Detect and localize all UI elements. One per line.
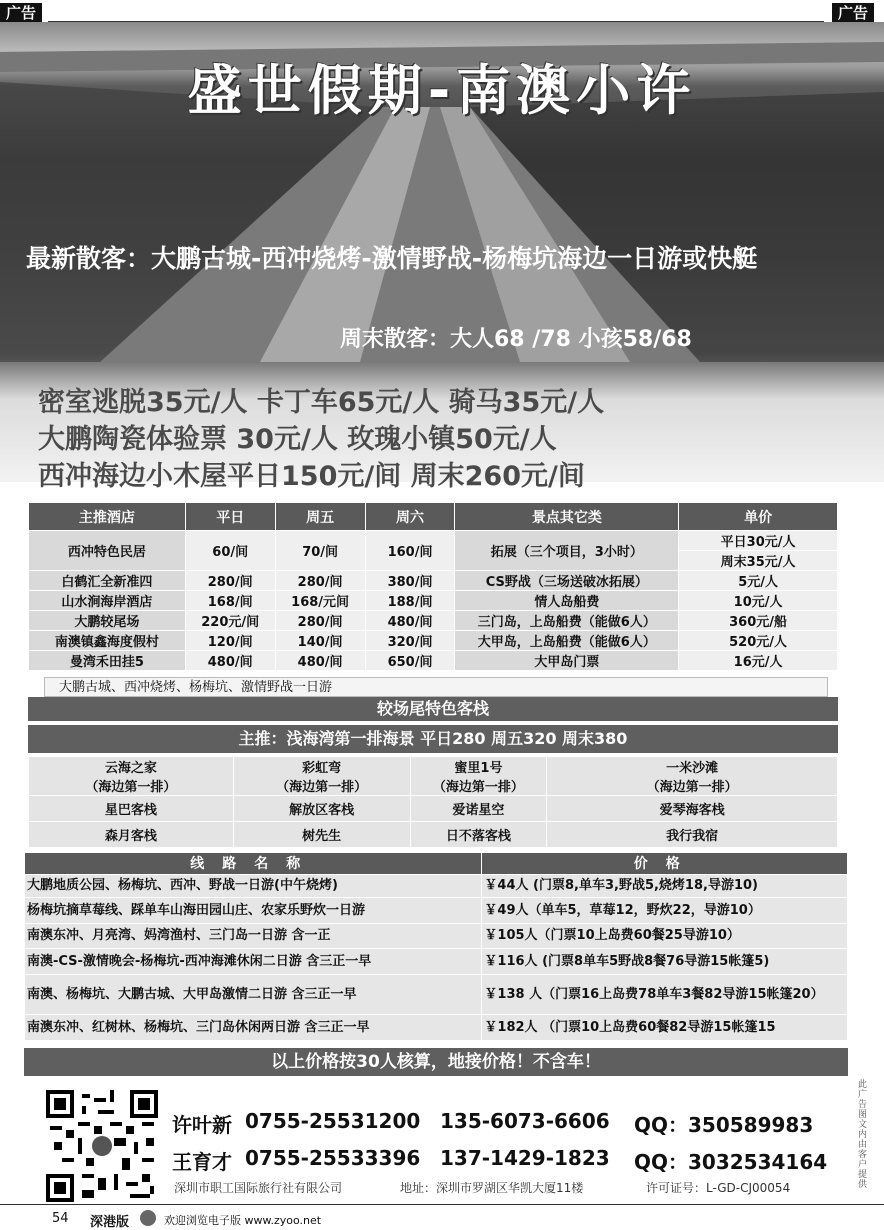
header-hotel: 主推酒店 [29, 503, 186, 531]
route-table [24, 852, 848, 1041]
website-link[interactable]: 欢迎浏览电子版 www.zyoo.net [164, 1214, 322, 1227]
contact-name-2: 王育才 [172, 1150, 232, 1174]
inn-name: 解放区客栈 [233, 796, 410, 822]
route-name: 南澳-CS-激情晚会-杨梅坑-西冲海滩休闲二日游 含三正一早 [25, 949, 482, 975]
spot-name: 拓展（三个项目，3小时） [455, 531, 679, 571]
hotel-saturday: 320/间 [365, 631, 455, 651]
inn-cell [410, 757, 547, 796]
hotel-saturday: 188/间 [365, 591, 455, 611]
route-footer-note: 以上价格按30人核算，地接价格！不含车！ [24, 1048, 848, 1076]
route-price: ￥138 人（门票16上岛费78单车3餐82导游15帐篷20） [482, 975, 848, 1015]
hotel-saturday: 160/间 [365, 531, 455, 571]
inn-name: 星巴客栈 [29, 796, 234, 822]
inn-name: 日不落客栈 [410, 822, 547, 848]
contact-name-1: 许叶新 [172, 1113, 232, 1137]
hero-title: 盛世假期-南澳小许 [187, 59, 697, 122]
license-number: 许可证号：L-GD-CJ00054 [646, 1181, 791, 1195]
inn-location: （海边第一排） [646, 780, 738, 795]
header-saturday: 周六 [365, 503, 455, 531]
hotel-saturday: 380/间 [365, 571, 455, 591]
route-price: ￥182人 （门票10上岛费60餐82导游15帐篷15 [482, 1015, 848, 1041]
inn-cell [233, 757, 410, 796]
route-name: 杨梅坑摘草莓线、踩单车山海田园山庄、农家乐野炊一日游 [25, 898, 482, 924]
spot-name: 三门岛，上岛船费（能做6人） [455, 611, 679, 631]
side-note: 此广告图文内由客户提供 [858, 1080, 868, 1190]
inn-name: 蜜里1号 [454, 761, 503, 776]
price-line-3: 西冲海边小木屋平日150元/间 周末260元/间 [38, 461, 585, 492]
header-friday: 周五 [275, 503, 365, 531]
qr-code-icon [46, 1090, 158, 1202]
hotel-friday: 70/间 [275, 531, 365, 571]
contact-mobile-2: 137-1429-1823 [440, 1146, 610, 1170]
contact-qq-2: QQ：3032534164 [634, 1150, 828, 1174]
spot-name: 大甲岛，上岛船费（能做6人） [455, 631, 679, 651]
hotel-weekday: 280/间 [185, 571, 275, 591]
route-name: 南澳东冲、月亮湾、妈湾渔村、三门岛一日游 含一正 [25, 924, 482, 949]
spot-price: 16元/人 [679, 651, 838, 671]
contact-tel-2: 0755-25533396 [245, 1146, 421, 1170]
hotel-friday: 280/间 [275, 611, 365, 631]
section-name: 深港版 [90, 1215, 130, 1230]
hotel-saturday: 480/间 [365, 611, 455, 631]
inn-name: 云海之家 [104, 761, 157, 776]
inn-name: 一米沙滩 [666, 761, 719, 776]
header-spot: 景点其它类 [455, 503, 679, 531]
route-price: ￥49人（单车5，草莓12，野炊22，导游10） [482, 898, 848, 924]
route-price: ￥44人 (门票8,单车3,野战5,烧烤18,导游10) [482, 875, 848, 898]
weekend-price-text: 周末散客：大人68 /78 小孩58/68 [340, 327, 692, 352]
inn-location: （海边第一排） [432, 780, 524, 795]
inn-name: 我行我宿 [547, 822, 838, 848]
inn-name: 彩虹弯 [302, 761, 342, 776]
hotel-friday: 480/间 [275, 651, 365, 671]
hotel-table [28, 502, 838, 671]
header-route-price: 价格 [482, 853, 848, 875]
route-name: 南澳、杨梅坑、大鹏古城、大甲岛激情二日游 含三正一早 [25, 975, 482, 1015]
hotel-name: 南澳镇鑫海度假村 [29, 631, 186, 651]
route-price: ￥116人 (门票8单车5野战8餐76导游15帐篷5) [482, 949, 848, 975]
company-address: 地址：深圳市罗湖区华凯大厦11楼 [400, 1181, 584, 1195]
inn-main-offer: 主推：浅海湾第一排海景 平日280 周五320 周末380 [28, 725, 838, 753]
inn-section-title: 较场尾特色客栈 [28, 697, 838, 721]
hotel-friday: 280/间 [275, 571, 365, 591]
hotel-weekday: 120/间 [185, 631, 275, 651]
hotel-name: 大鹏较尾场 [29, 611, 186, 631]
hotel-weekday: 168/间 [185, 591, 275, 611]
route-name: 南澳东冲、红树林、杨梅坑、三门岛休闲两日游 含三正一早 [25, 1015, 482, 1041]
header-unit-price: 单价 [679, 503, 838, 531]
latest-tour-text: 最新散客：大鹏古城-西冲烧烤-激情野战-杨梅坑海边一日游或快艇 [26, 244, 758, 273]
hotel-name: 曼湾禾田挂5 [29, 651, 186, 671]
spot-name: CS野战（三场送破冰拓展） [455, 571, 679, 591]
route-name: 大鹏地质公园、杨梅坑、西冲、野战一日游(中午烧烤) [25, 875, 482, 898]
spot-price-weekend: 周末35元/人 [679, 551, 838, 571]
hotel-name: 西冲特色民居 [29, 531, 186, 571]
hotel-friday: 140/间 [275, 631, 365, 651]
ad-tag-right: 广告 [832, 3, 874, 23]
hotel-name: 白鹤汇全新准四 [29, 571, 186, 591]
inn-name: 爱琴海客栈 [547, 796, 838, 822]
inn-cell [547, 757, 838, 796]
price-line-2: 大鹏陶瓷体验票 30元/人 玫瑰小镇50元/人 [38, 424, 557, 455]
inn-cell [29, 757, 234, 796]
hotel-weekday: 60/间 [185, 531, 275, 571]
inn-table [28, 756, 838, 848]
inn-location: （海边第一排） [276, 780, 368, 795]
spot-price: 520元/人 [679, 631, 838, 651]
contact-mobile-1: 135-6073-6606 [440, 1109, 610, 1133]
spot-name: 大甲岛门票 [455, 651, 679, 671]
inn-name: 森月客栈 [29, 822, 234, 848]
footer-rule [0, 1204, 884, 1205]
spot-price: 5元/人 [679, 571, 838, 591]
day-tour-note: 大鹏古城、西冲烧烤、杨梅坑、激情野战一日游 [44, 677, 828, 697]
page-number: 54 [52, 1211, 69, 1226]
contact-qq-1: QQ：350589983 [634, 1113, 814, 1137]
spot-price: 10元/人 [679, 591, 838, 611]
header-route-name: 线路名称 [25, 853, 482, 875]
hotel-weekday: 480/间 [185, 651, 275, 671]
logo-icon [140, 1210, 156, 1226]
hotel-name: 山水涧海岸酒店 [29, 591, 186, 611]
hotel-saturday: 650/间 [365, 651, 455, 671]
hotel-friday: 168/元间 [275, 591, 365, 611]
header-weekday: 平日 [185, 503, 275, 531]
inn-location: （海边第一排） [85, 780, 177, 795]
route-price: ￥105人（门票10上岛费60餐25导游10） [482, 924, 848, 949]
contact-tel-1: 0755-25531200 [245, 1109, 421, 1133]
spot-price: 360元/船 [679, 611, 838, 631]
price-line-1: 密室逃脱35元/人 卡丁车65元/人 骑马35元/人 [38, 387, 605, 418]
company-name: 深圳市职工国际旅行社有限公司 [174, 1181, 343, 1195]
inn-name: 树先生 [233, 822, 410, 848]
spot-price: 平日30元/人 [679, 531, 838, 551]
ad-tag-left: 广告 [0, 3, 42, 23]
hotel-weekday: 220元/间 [185, 611, 275, 631]
inn-name: 爱诺星空 [410, 796, 547, 822]
spot-name: 情人岛船费 [455, 591, 679, 611]
